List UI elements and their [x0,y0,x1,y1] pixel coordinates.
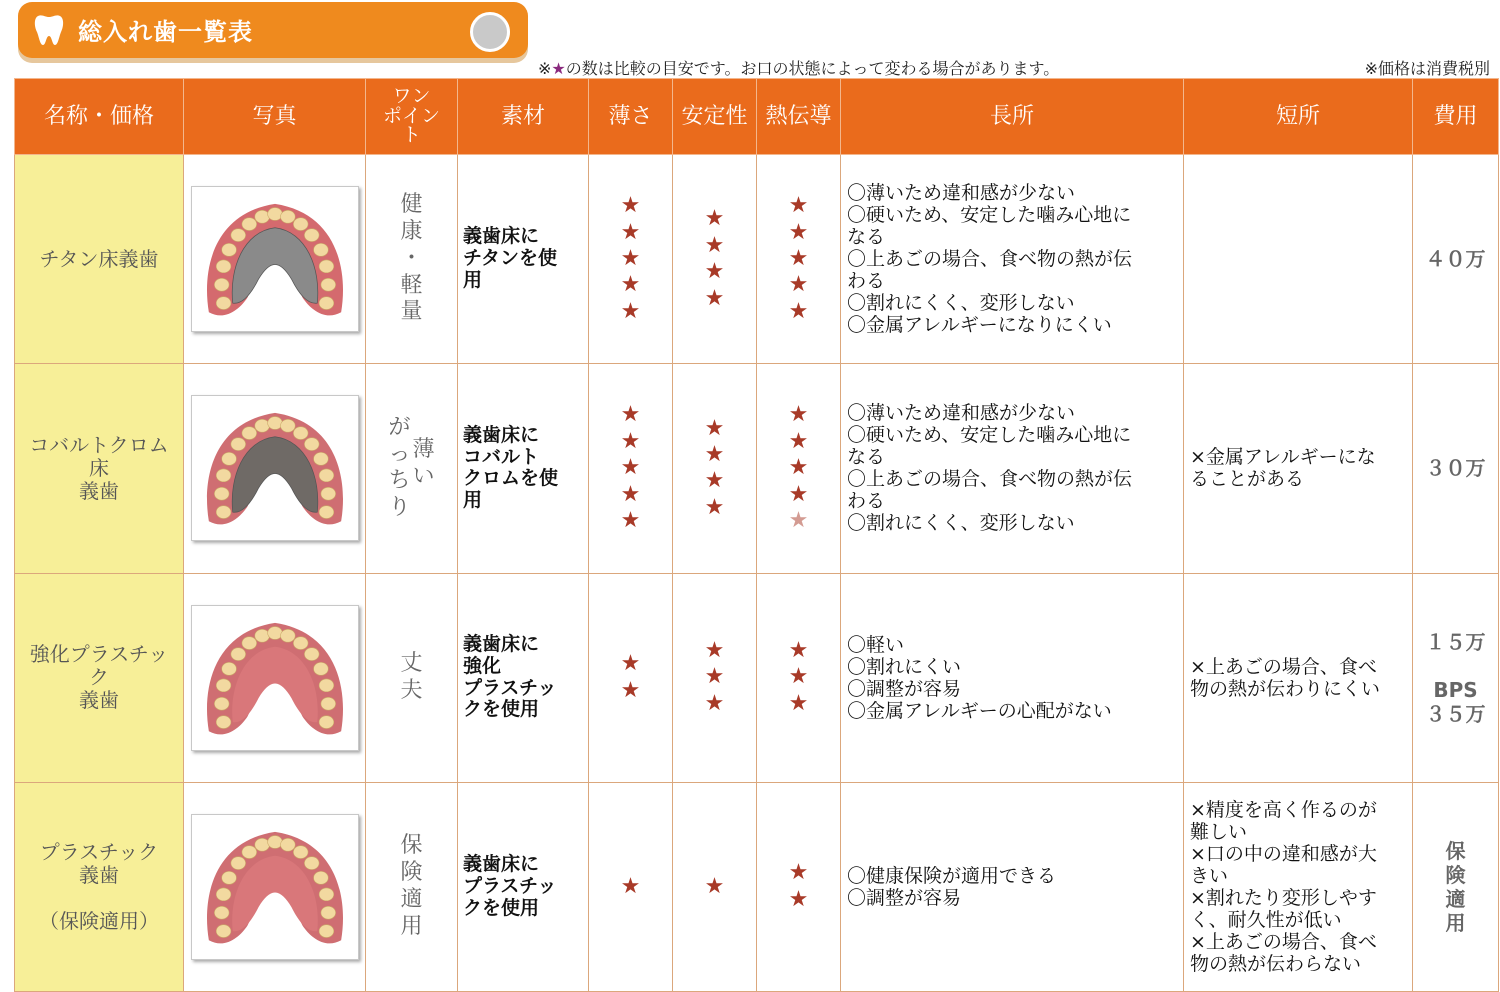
material-line: チタンを使 [463,247,558,270]
star-icon: ★ [788,455,809,481]
pros-line: 〇硬いため、安定した噛み心地に [847,204,1132,227]
pros-line: 〇割れにくい [847,655,962,678]
pros-line: 〇上あごの場合、食べ物の熱が伝 [847,468,1133,491]
star-icon: ★ [788,272,809,298]
star-icon: ★ [620,402,641,428]
denture-comparison-table [14,78,1499,992]
star-icon: ★ [788,886,809,912]
cons-line: 物の熱が伝わりにくい [1190,677,1381,700]
cons-line: ることがある [1190,468,1305,491]
pros-line: 〇割れにくく、変形しない [847,512,1075,535]
star-icon: ★ [704,259,725,285]
pros-line: 〇金属アレルギーになりにくい [847,314,1112,337]
pros-line: 〇金属アレルギーの心配がない [847,699,1112,722]
header-material: 素材 [458,79,589,155]
denture-name [15,364,184,573]
cons-line: ×口の中の違和感が大 [1190,842,1377,865]
header-pros: 長所 [841,79,1184,155]
material-line: クを使用 [463,896,540,919]
denture-name [15,573,184,782]
table-row [15,364,1499,573]
star-icon: ★ [788,245,809,271]
header-thin: 薄さ [589,79,673,155]
header-point: ワン ポイン ト [366,79,458,155]
star-icon: ★ [620,245,641,271]
pros [841,573,1184,782]
photo-cell [184,573,366,782]
pros-line: 〇上あごの場合、食べ物の熱が伝 [847,248,1133,271]
cost [1413,573,1499,782]
pros-line: 〇硬いため、安定した噛み心地に [847,424,1132,447]
material-line: 用 [463,269,483,292]
page-title: 総入れ歯一覧表 [78,18,253,46]
cost [1413,155,1499,364]
cons-line: 難しい [1190,820,1248,843]
star-icon: ★ [620,219,641,245]
star-icon: ★ [704,873,725,899]
denture-name-line: 強化プラスチッ [29,642,169,667]
photo-cell [184,782,366,991]
material-line: 義歯床に [463,853,540,876]
star-icon: ★ [704,285,725,311]
denture-name [15,155,184,364]
cons [1184,782,1413,991]
material [458,155,589,364]
star-icon: ★ [620,481,641,507]
pros-line: なる [847,226,886,249]
material-line: 強化 [463,654,502,677]
cons-line: きい [1190,864,1229,887]
photo-cell [184,364,366,573]
star-icon: ★ [620,455,641,481]
star-icon: ★ [620,298,641,324]
cons-line: く、耐久性が低い [1190,908,1342,931]
denture-name-line: ク [89,665,109,690]
pros [841,155,1184,364]
denture-name-line [15,887,183,910]
material-line: クロムを使 [463,467,559,490]
star-icon: ★ [704,206,725,232]
star-icon: ★ [704,664,725,690]
stability-rating [673,155,757,364]
stability-rating [673,364,757,573]
star-icon: ★ [704,494,725,520]
cost-line [1413,654,1498,678]
table-row [15,573,1499,782]
material [458,782,589,991]
heat-conduction-rating [757,364,841,573]
one-point: 保 険 適 用 [366,782,458,991]
titanium-denture-photo [191,186,359,332]
heat-conduction-rating [757,155,841,364]
cost [1413,782,1499,991]
cons-line: ×上あごの場合、食べ [1190,655,1377,678]
cost-line: 適 [1445,886,1466,911]
cons-line: ×精度を高く作るのが [1190,798,1377,821]
denture-name-line: 義歯 [79,862,119,887]
star-icon: ★ [620,873,641,899]
denture-name-line: チタン床義歯 [39,246,159,271]
star-icon: ★ [788,298,809,324]
pros-line: わる [847,270,886,293]
cons [1184,364,1413,573]
star-icon: ★ [620,507,641,533]
star-icon: ★ [788,193,809,219]
star-icon: ★ [788,402,809,428]
title-bar [18,2,528,58]
header-heat: 熱伝導 [757,79,841,155]
star-icon: ★ [788,638,809,664]
cost-line: １５万 [1425,629,1486,654]
pros-line: 〇割れにくく、変形しない [847,292,1075,315]
pros-line: 〇調整が容易 [847,886,962,909]
star-icon: ★ [704,232,725,258]
cons [1184,155,1413,364]
cost-line: 険 [1445,862,1466,887]
one-point: 健 康 ・ 軽 量 [366,155,458,364]
star-icon: ★ [620,677,641,703]
pros-line: 〇薄いため違和感が少ない [847,402,1076,425]
tax-note: ※価格は消費税別 [1364,59,1490,78]
star-icon: ★ [788,428,809,454]
material-line: 義歯床に [463,423,540,446]
star-icon: ★ [788,481,809,507]
star-icon: ★ [620,651,641,677]
denture-name-line: 義歯 [79,688,119,713]
star-icon: ★ [788,860,809,886]
one-point: 薄 い が っ ち り [366,364,458,573]
denture-name-line: 床 [89,455,109,480]
material-line: クを使用 [463,698,540,721]
heat-conduction-rating [757,573,841,782]
pros-line: 〇軽い [847,633,905,656]
cost-line: 用 [1445,910,1466,935]
denture-name [15,782,184,991]
material-line: 用 [463,489,483,512]
star-icon: ★ [704,415,725,441]
header-name: 名称・価格 [15,79,184,155]
photo-cell [184,155,366,364]
star-icon: ★ [704,638,725,664]
star-icon: ★ [788,664,809,690]
material-line: プラスチッ [463,874,557,897]
material-line: プラスチッ [463,676,557,699]
cons-line: ×金属アレルギーにな [1190,446,1376,469]
material [458,364,589,573]
denture-name-line: 義歯 [79,478,119,503]
cost [1413,364,1499,573]
star-icon: ★ [788,507,809,533]
denture-name-line: プラスチック [39,839,159,864]
header-photo: 写真 [184,79,366,155]
denture-name-line: （保険適用） [39,908,159,933]
thinness-rating [589,782,673,991]
header-stability: 安定性 [673,79,757,155]
star-icon: ★ [620,193,641,219]
star-icon: ★ [788,219,809,245]
pros-line: 〇調整が容易 [847,677,962,700]
star-icon: ★ [620,272,641,298]
pros [841,782,1184,991]
pros-line: わる [847,490,886,513]
pros-line: 〇薄いため違和感が少ない [847,182,1076,205]
cons-line: 物の熱が伝わらない [1190,952,1362,975]
stability-rating [673,573,757,782]
header-cons: 短所 [1184,79,1413,155]
heat-conduction-rating [757,782,841,991]
cost-line: 保 [1445,838,1466,863]
cost-line: ３０万 [1425,456,1486,481]
note-star-icon: ★ [551,59,566,78]
star-note: ※★の数は比較の目安です。お口の状態によって変わる場合があります。 [538,59,1060,78]
star-icon: ★ [704,690,725,716]
pros-line: なる [847,446,886,469]
cons [1184,573,1413,782]
star-icon: ★ [788,690,809,716]
pros-line: 〇健康保険が適用できる [847,864,1057,887]
stability-rating [673,782,757,991]
cost-line: ４０万 [1425,247,1486,272]
thinness-rating [589,364,673,573]
cost-line: ３５万 [1425,701,1486,726]
cost-line: BPS [1433,677,1478,702]
star-icon: ★ [704,468,725,494]
reinforced-plastic-denture-photo [191,605,359,751]
title-circle-icon [470,12,510,52]
cobalt-chrome-denture-photo [191,395,359,541]
plastic-denture-photo [191,814,359,960]
one-point: 丈 夫 [366,573,458,782]
material-line: コバルト [463,445,540,468]
material-line: 義歯床に [463,632,540,655]
header-cost: 費用 [1413,79,1499,155]
star-icon: ★ [620,428,641,454]
star-icon: ★ [704,441,725,467]
material-line: 義歯床に [463,225,540,248]
cons-line: ×上あごの場合、食べ [1190,930,1377,953]
pros [841,364,1184,573]
cons-line: ×割れたり変形しやす [1190,886,1377,909]
table-row [15,782,1499,991]
denture-name-line: コバルトクロム [29,432,169,457]
tooth-icon [32,12,66,48]
thinness-rating [589,573,673,782]
material [458,573,589,782]
table-row [15,155,1499,364]
thinness-rating [589,155,673,364]
